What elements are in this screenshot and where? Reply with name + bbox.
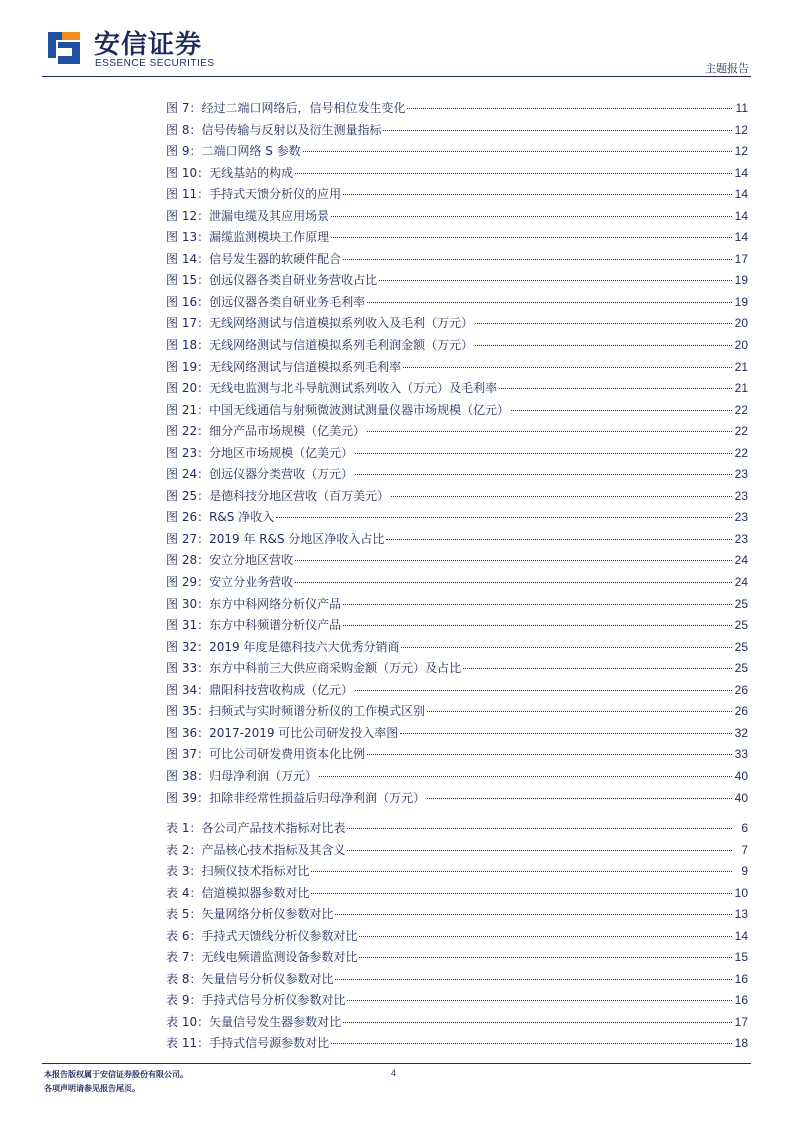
toc-entry-label: 图 32：2019 年度是德科技六大优秀分销商 — [166, 639, 400, 654]
toc-entry-label: 表 4：信道模拟器参数对比 — [166, 885, 310, 900]
dot-leader — [295, 172, 732, 174]
toc-entry-page: 20 — [734, 316, 748, 331]
table-toc-entry[interactable] — [166, 1012, 748, 1034]
toc-entry-label: 图 10：无线基站的构成 — [166, 165, 294, 180]
dot-leader — [331, 236, 732, 238]
toc-entry-page: 21 — [734, 381, 748, 396]
figure-toc-entry[interactable] — [166, 141, 748, 163]
toc-entry-label: 表 8：矢量信号分析仪参数对比 — [166, 971, 334, 986]
figure-toc-entry[interactable] — [166, 550, 748, 572]
figure-toc-entry[interactable] — [166, 443, 748, 465]
table-toc-entry[interactable] — [166, 883, 748, 905]
figure-toc-entry[interactable] — [166, 701, 748, 723]
page-number: 4 — [391, 1068, 397, 1078]
toc-entry-page: 14 — [734, 928, 748, 943]
toc-entry-label: 图 33：东方中科前三大供应商采购金额（万元）及占比 — [166, 661, 462, 676]
toc-entry-page: 40 — [734, 790, 748, 805]
toc-entry-label: 图 15：创远仪器各类自研业务营收占比 — [166, 273, 378, 288]
toc-entry-page: 24 — [734, 553, 748, 568]
dot-leader — [276, 516, 732, 518]
toc-entry-label: 表 11：手持式信号源参数对比 — [166, 1036, 330, 1051]
figure-toc-entry[interactable] — [166, 249, 748, 271]
dot-leader — [343, 1021, 732, 1023]
dot-leader — [343, 258, 732, 260]
toc-entry-label: 图 20：无线电监测与北斗导航测试系列收入（万元）及毛利率 — [166, 381, 498, 396]
dot-leader — [367, 430, 732, 432]
dot-leader — [335, 978, 732, 980]
toc-entry-label: 图 24：创远仪器分类营收（万元） — [166, 467, 354, 482]
table-toc-entry[interactable] — [166, 947, 748, 969]
toc-entry-label: 表 10：矢量信号发生器参数对比 — [166, 1014, 342, 1029]
figure-toc-entry[interactable] — [166, 637, 748, 659]
toc-entry-label: 图 30：东方中科网络分析仪产品 — [166, 596, 342, 611]
dot-leader — [335, 913, 732, 915]
dot-leader — [319, 775, 732, 777]
toc-entry-label: 图 28：安立分地区营收 — [166, 553, 294, 568]
toc-entry-label: 图 8：信号传输与反射以及衍生测量指标 — [166, 122, 382, 137]
toc-entry-label: 表 1：各公司产品技术指标对比表 — [166, 821, 346, 835]
figure-toc-entry[interactable] — [166, 184, 748, 206]
toc-entry-label: 表 3：扫频仪技术指标对比 — [166, 864, 310, 879]
toc-entry-page: 14 — [734, 165, 748, 180]
dot-leader — [427, 710, 732, 712]
toc-entry-page: 6 — [741, 821, 748, 835]
dot-leader — [383, 129, 732, 131]
toc-entry-label: 图 18：无线网络测试与信道模拟系列毛利润金额（万元） — [166, 338, 474, 353]
toc-entry-page: 14 — [734, 187, 748, 202]
dot-leader — [355, 689, 732, 691]
figure-toc-entry[interactable] — [166, 594, 748, 616]
toc-entry-label: 图 39：扣除非经常性损益后归母净利润（万元） — [166, 790, 426, 805]
toc-entry-label: 图 25：是德科技分地区营收（百万美元） — [166, 488, 390, 503]
toc-entry-page: 12 — [734, 144, 748, 159]
toc-entry-label: 表 6：手持式天馈线分析仪参数对比 — [166, 928, 358, 943]
table-toc-entry[interactable] — [166, 818, 748, 840]
toc-entry-page: 23 — [734, 488, 748, 503]
figure-toc-entry[interactable] — [166, 270, 748, 292]
dot-leader — [343, 193, 732, 195]
toc-entry-page: 19 — [734, 294, 748, 309]
dot-leader — [386, 538, 732, 540]
toc-entry-page: 33 — [734, 747, 748, 762]
toc-entry-page: 23 — [734, 531, 748, 546]
toc-entry-page: 40 — [734, 768, 748, 783]
toc-entry-page: 25 — [734, 639, 748, 654]
figure-toc-entry[interactable] — [166, 486, 748, 508]
figure-toc-entry[interactable] — [166, 292, 748, 314]
figure-toc-entry[interactable] — [166, 658, 748, 680]
dot-leader — [403, 366, 732, 368]
figure-toc-entry[interactable] — [166, 335, 748, 357]
figure-list — [166, 98, 748, 809]
toc-entry-page: 16 — [734, 971, 748, 986]
toc-entry-label: 图 11：手持式天馈分析仪的应用 — [166, 187, 342, 202]
toc-entry-page: 21 — [734, 359, 748, 374]
toc-entry-label: 表 2：产品核心技术指标及其含义 — [166, 842, 346, 857]
footer-divider — [42, 1063, 751, 1064]
toc-entry-label: 表 9：手持式信号分析仪参数对比 — [166, 993, 346, 1008]
dot-leader — [367, 753, 732, 755]
dot-leader — [359, 935, 732, 937]
footer-disclaimer-note: 各项声明请参见报告尾页。 — [44, 1084, 140, 1093]
figure-toc-entry[interactable] — [166, 120, 748, 142]
header-divider — [42, 76, 751, 77]
dot-leader — [511, 409, 732, 411]
toc-entry-page: 16 — [734, 993, 748, 1008]
dot-leader — [347, 849, 732, 851]
figure-toc-entry[interactable] — [166, 421, 748, 443]
figure-toc-entry[interactable] — [166, 723, 748, 745]
toc-entry-page: 24 — [734, 575, 748, 590]
dot-leader — [475, 344, 732, 346]
essence-logo-icon — [44, 28, 84, 68]
toc-entry-label: 图 23：分地区市场规模（亿美元） — [166, 445, 354, 460]
toc-entry-label: 图 27：2019 年 R&S 分地区净收入占比 — [166, 531, 385, 546]
toc-entry-label: 图 22：细分产品市场规模（亿美元） — [166, 424, 366, 439]
figure-toc-entry[interactable] — [166, 507, 748, 529]
toc-entry-label: 图 38：归母净利润（万元） — [166, 768, 318, 783]
dot-leader — [343, 603, 732, 605]
dot-leader — [427, 797, 732, 799]
figure-toc-entry[interactable] — [166, 163, 748, 185]
dot-leader — [295, 559, 732, 561]
dot-leader — [463, 667, 732, 669]
toc-entry-label: 图 37：可比公司研发费用资本化比例 — [166, 747, 366, 762]
toc-entry-page: 11 — [735, 101, 748, 115]
toc-entry-label: 图 29：安立分业务营收 — [166, 575, 294, 590]
toc-entry-label: 表 5：矢量网络分析仪参数对比 — [166, 907, 334, 922]
figure-toc-entry[interactable] — [166, 400, 748, 422]
dot-leader — [343, 624, 732, 626]
figure-toc-entry[interactable] — [166, 313, 748, 335]
toc-entry-page: 10 — [734, 885, 748, 900]
dot-leader — [475, 322, 732, 324]
toc-entry-page: 15 — [734, 950, 748, 965]
toc-entry-page: 13 — [734, 907, 748, 922]
logo-english-name: ESSENCE SECURITIES — [95, 58, 215, 69]
toc-entry-page: 26 — [734, 704, 748, 719]
dot-leader — [347, 827, 732, 829]
dot-leader — [355, 473, 732, 475]
dot-leader — [367, 301, 732, 303]
dot-leader — [401, 646, 732, 648]
figure-toc-entry[interactable] — [166, 227, 748, 249]
toc-entry-label: 图 17：无线网络测试与信道模拟系列收入及毛利（万元） — [166, 316, 474, 331]
figure-toc-entry[interactable] — [166, 464, 748, 486]
toc-entry-label: 图 19：无线网络测试与信道模拟系列毛利率 — [166, 359, 402, 374]
dot-leader — [311, 870, 732, 872]
table-toc-entry[interactable] — [166, 926, 748, 948]
toc-entry-page: 25 — [734, 596, 748, 611]
dot-leader — [355, 452, 732, 454]
toc-entry-label: 图 34：鼎阳科技营收构成（亿元） — [166, 682, 354, 697]
figure-toc-entry[interactable] — [166, 529, 748, 551]
toc-entry-page: 18 — [734, 1036, 748, 1051]
dot-leader — [331, 1042, 732, 1044]
figure-toc-entry[interactable] — [166, 615, 748, 637]
table-list — [166, 818, 748, 1055]
table-toc-entry[interactable] — [166, 861, 748, 883]
logo-chinese-name: 安信证券 — [94, 30, 203, 60]
toc-entry-page: 32 — [734, 725, 748, 740]
dot-leader — [359, 956, 732, 958]
table-toc-entry[interactable] — [166, 969, 748, 991]
toc-entry-page: 22 — [734, 402, 748, 417]
table-toc-entry[interactable] — [166, 990, 748, 1012]
dot-leader — [499, 387, 732, 389]
toc-entry-page: 22 — [734, 424, 748, 439]
figure-toc-entry[interactable] — [166, 98, 748, 120]
toc-entry-label: 图 7：经过二端口网络后，信号相位发生变化 — [166, 101, 406, 115]
dot-leader — [347, 999, 732, 1001]
toc-entry-page: 14 — [734, 230, 748, 245]
figure-toc-entry[interactable] — [166, 357, 748, 379]
figure-toc-entry[interactable] — [166, 766, 748, 788]
toc-entry-label: 图 14：信号发生器的软硬件配合 — [166, 251, 342, 266]
toc-entry-page: 12 — [734, 122, 748, 137]
table-toc-entry[interactable] — [166, 904, 748, 926]
toc-entry-label: 图 13：漏缆监测模块工作原理 — [166, 230, 330, 245]
table-toc-entry[interactable] — [166, 1033, 748, 1055]
toc-entry-label: 图 12：泄漏电缆及其应用场景 — [166, 208, 330, 223]
dot-leader — [311, 892, 732, 894]
figure-toc-entry[interactable] — [166, 680, 748, 702]
toc-entry-page: 9 — [741, 864, 748, 879]
footer-copyright: 本报告版权属于安信证券股份有限公司。 — [44, 1070, 188, 1079]
toc-entry-page: 23 — [734, 510, 748, 525]
toc-entry-label: 图 16：创远仪器各类自研业务毛利率 — [166, 294, 366, 309]
toc-entry-page: 25 — [734, 618, 748, 633]
toc-entry-page: 25 — [734, 661, 748, 676]
dot-leader — [391, 495, 732, 497]
figure-toc-entry[interactable] — [166, 788, 748, 810]
figure-toc-entry[interactable] — [166, 572, 748, 594]
figure-toc-entry[interactable] — [166, 378, 748, 400]
toc-entry-page: 22 — [734, 445, 748, 460]
page-header — [0, 0, 793, 80]
report-type-label: 主题报告 — [705, 62, 749, 75]
toc-entry-page: 14 — [734, 208, 748, 223]
toc-entry-label: 图 9：二端口网络 S 参数 — [166, 144, 301, 159]
toc-entry-label: 图 21：中国无线通信与射频微波测试测量仪器市场规模（亿元） — [166, 402, 510, 417]
toc-entry-page: 17 — [734, 1014, 748, 1029]
toc-entry-page: 26 — [734, 682, 748, 697]
figure-toc-entry[interactable] — [166, 206, 748, 228]
dot-leader — [379, 279, 732, 281]
toc-entry-label: 图 36：2017-2019 可比公司研发投入率图 — [166, 725, 399, 740]
dot-leader — [400, 732, 732, 734]
dot-leader — [407, 107, 732, 109]
toc-entry-label: 图 35：扫频式与实时频谱分析仪的工作模式区别 — [166, 704, 426, 719]
toc-entry-label: 图 26：R&S 净收入 — [166, 510, 275, 525]
toc-entry-page: 7 — [741, 842, 748, 857]
toc-entry-label: 表 7：无线电频谱监测设备参数对比 — [166, 950, 358, 965]
toc-entry-label: 图 31：东方中科频谱分析仪产品 — [166, 618, 342, 633]
figure-toc-entry[interactable] — [166, 744, 748, 766]
toc-entry-page: 19 — [734, 273, 748, 288]
toc-entry-page: 23 — [734, 467, 748, 482]
dot-leader — [331, 215, 732, 217]
dot-leader — [295, 581, 732, 583]
dot-leader — [303, 150, 732, 152]
toc-entry-page: 17 — [734, 251, 748, 266]
table-toc-entry[interactable] — [166, 840, 748, 862]
toc-entry-page: 20 — [734, 338, 748, 353]
